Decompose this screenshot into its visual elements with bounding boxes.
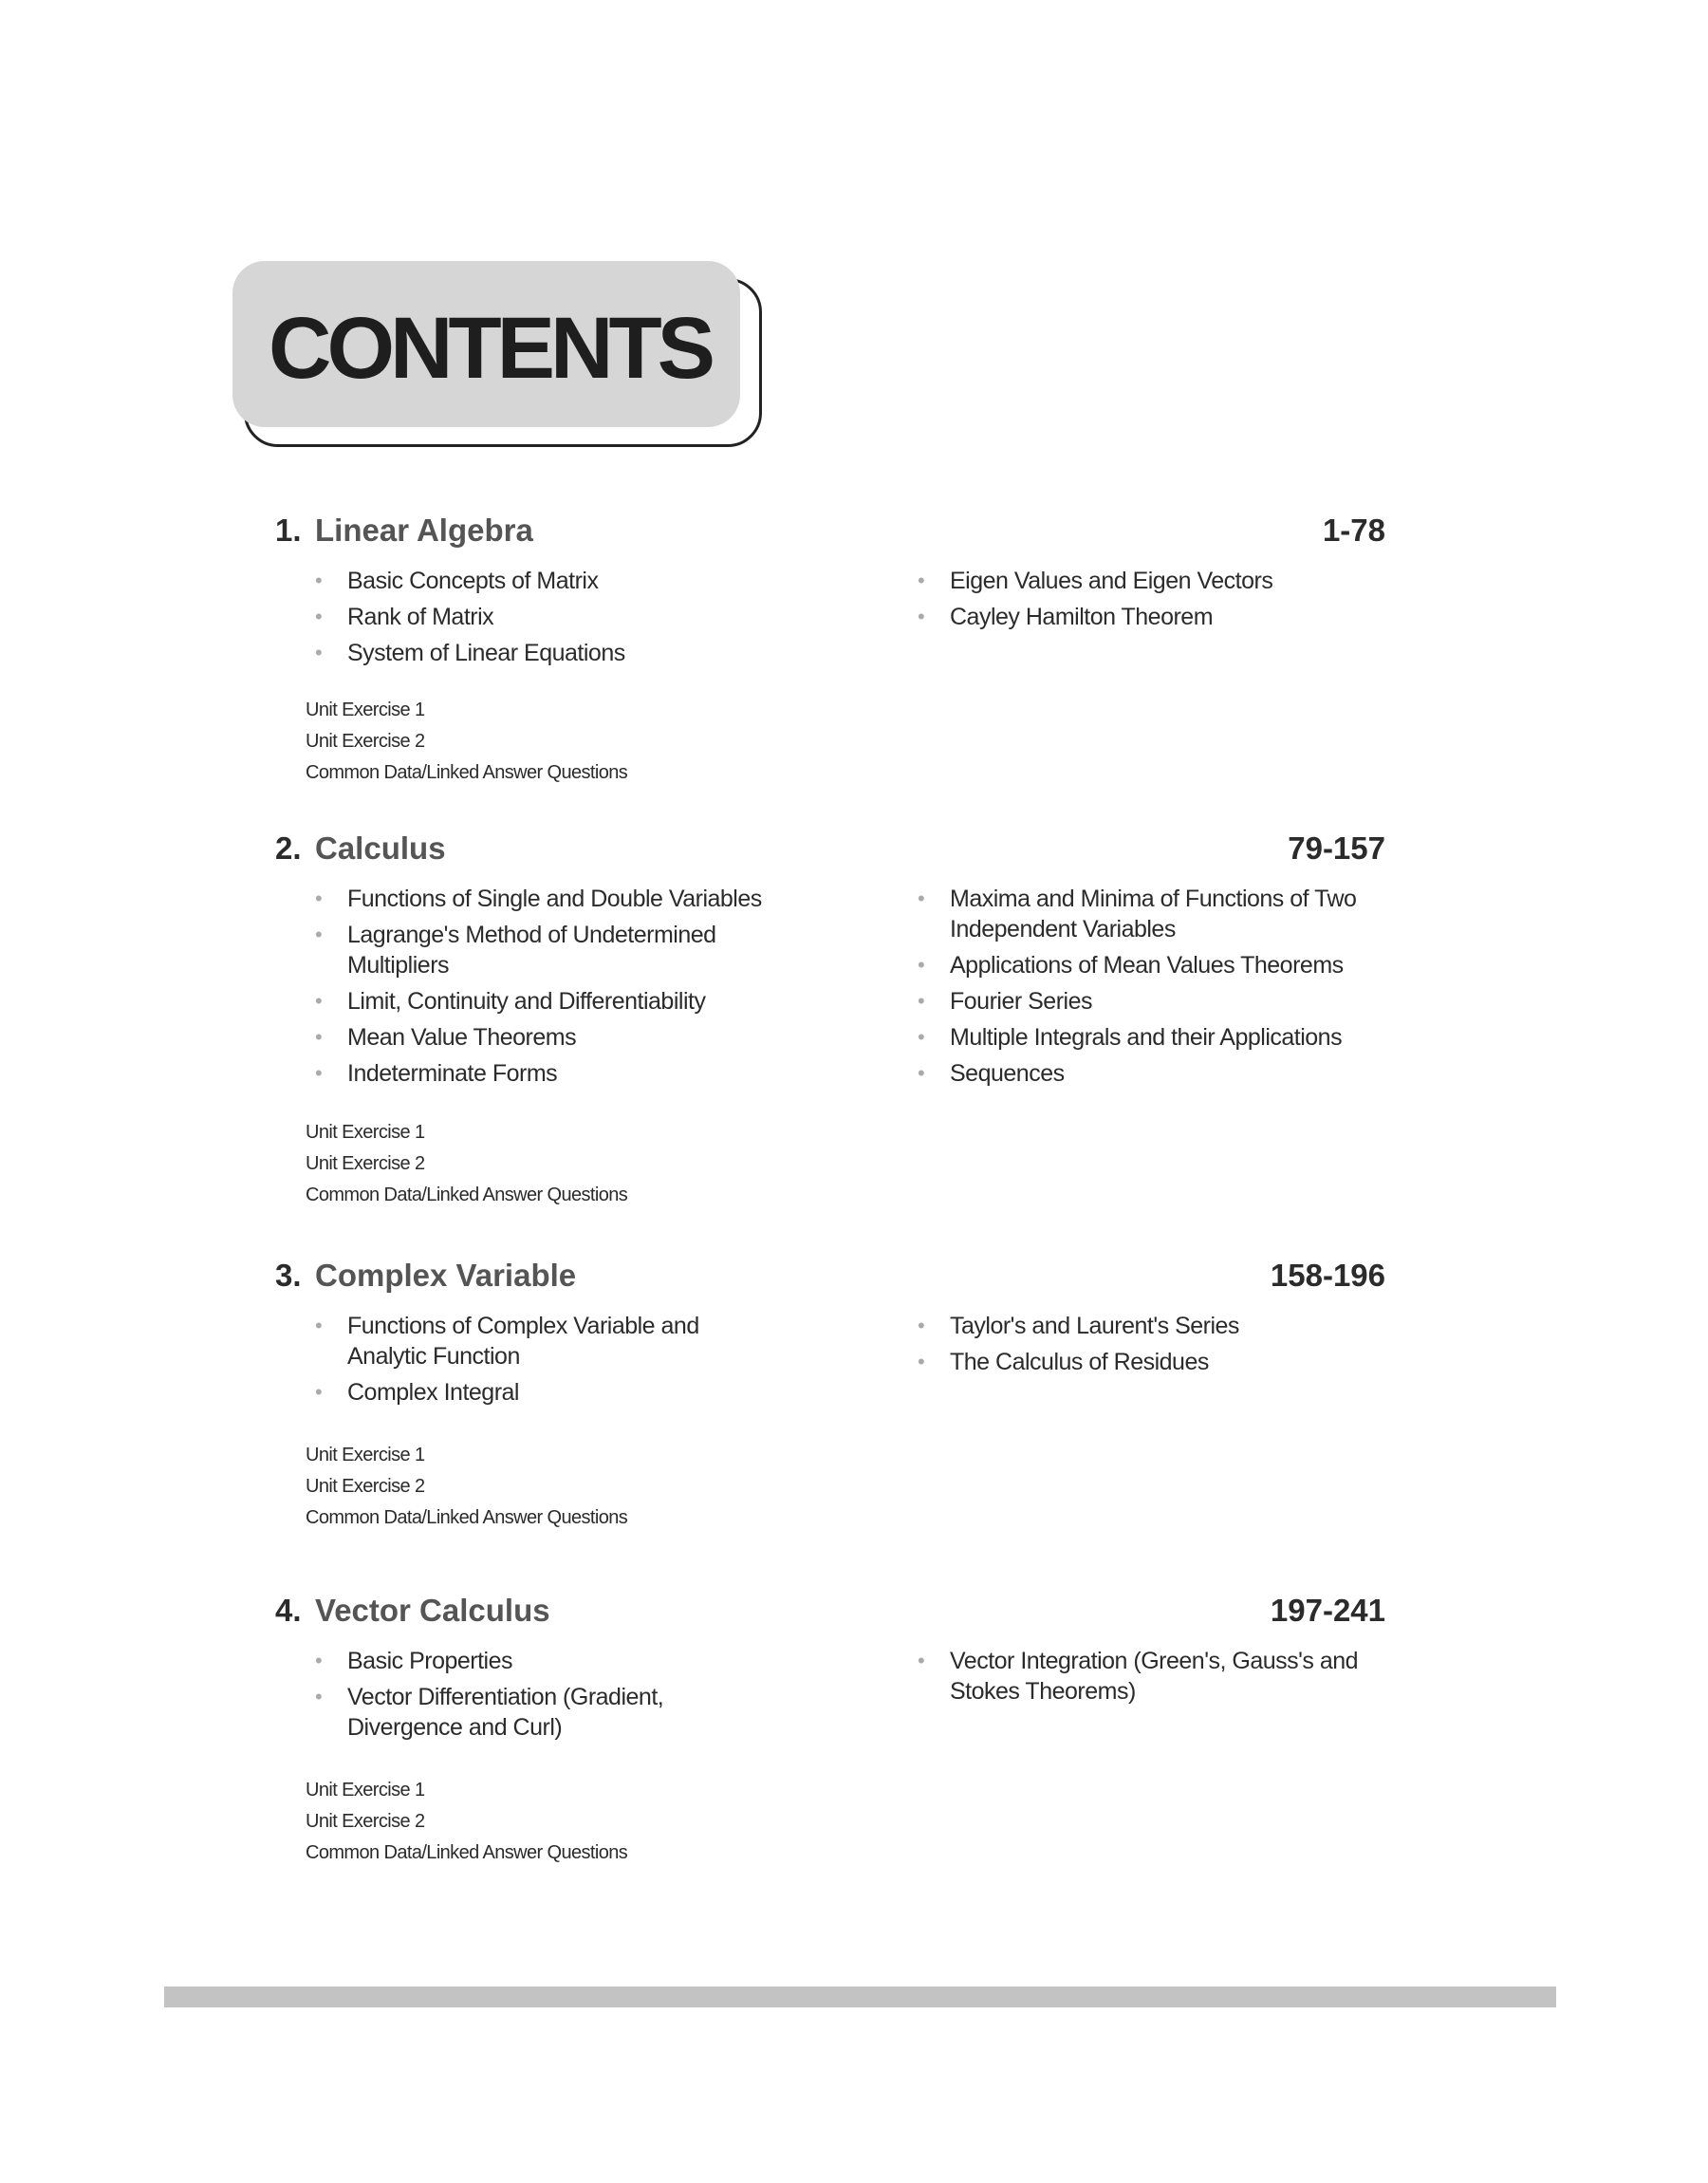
exercise-item: Unit Exercise 2 <box>306 1476 425 1497</box>
chapter-page-range: 158-196 <box>1270 1258 1385 1293</box>
contents-heading-tab <box>232 261 764 446</box>
exercise-item: Common Data/Linked Answer Questions <box>306 762 628 783</box>
bullet-icon: • <box>918 569 925 592</box>
chapter-number: 2. <box>275 830 302 866</box>
topic-item: • Vector Differentiation (Gradient, Divergence and Curl) <box>315 1684 664 1741</box>
chapter-title[interactable]: Linear Algebra <box>315 513 533 548</box>
topic-item: • Basic Concepts of Matrix <box>315 568 599 594</box>
topic-item: • Sequences <box>918 1060 1065 1087</box>
left-topic-column <box>313 1646 788 1748</box>
bullet-icon: • <box>315 1314 323 1337</box>
topic-item: • Functions of Single and Double Variables <box>315 886 762 912</box>
exercise-item: Unit Exercise 2 <box>306 1811 425 1832</box>
chapter-1 <box>275 513 1385 783</box>
exercise-item: Common Data/Linked Answer Questions <box>306 1507 628 1528</box>
bullet-icon: • <box>315 605 323 628</box>
chapter-number: 1. <box>275 513 302 548</box>
right-topic-column <box>916 566 1390 638</box>
bullet-icon: • <box>918 953 925 977</box>
topic-item: • Functions of Complex Variable and Analytic Function <box>315 1313 699 1370</box>
exercise-list <box>306 1117 627 1211</box>
bullet-icon: • <box>918 1025 925 1049</box>
exercise-item: Unit Exercise 1 <box>306 1445 425 1465</box>
left-topic-column <box>313 566 788 674</box>
topic-item: • Fourier Series <box>918 988 1092 1015</box>
bullet-icon: • <box>315 989 323 1013</box>
topic-item: • Rank of Matrix <box>315 604 494 630</box>
topic-item: • Multiple Integrals and their Applications <box>918 1024 1343 1051</box>
topic-item: • System of Linear Equations <box>315 640 625 666</box>
topic-item: • Cayley Hamilton Theorem <box>918 604 1214 630</box>
bullet-icon: • <box>918 886 925 910</box>
topic-item: • Applications of Mean Values Theorems <box>918 952 1344 979</box>
chapter-number: 4. <box>275 1593 302 1628</box>
exercise-list <box>306 1775 627 1869</box>
bullet-icon: • <box>315 1025 323 1049</box>
bullet-icon: • <box>315 923 323 946</box>
exercise-item: Common Data/Linked Answer Questions <box>306 1842 628 1863</box>
chapter-heading <box>275 513 1385 566</box>
chapter-title[interactable]: Complex Variable <box>315 1258 577 1293</box>
right-topic-column <box>916 1646 1390 1712</box>
chapter-3 <box>275 1258 1385 1528</box>
exercise-list <box>306 695 627 789</box>
chapter-page-range: 79-157 <box>1288 830 1385 866</box>
bullet-icon: • <box>918 989 925 1013</box>
chapter-2 <box>275 830 1385 1205</box>
bullet-icon: • <box>315 569 323 592</box>
bullet-icon: • <box>918 1061 925 1085</box>
chapter-title[interactable]: Vector Calculus <box>315 1593 550 1628</box>
bullet-icon: • <box>315 1685 323 1708</box>
exercise-item: Unit Exercise 1 <box>306 1122 425 1143</box>
topic-item: • Limit, Continuity and Differentiability <box>315 988 706 1015</box>
chapter-page-range: 1-78 <box>1322 513 1385 548</box>
topic-item: • Complex Integral <box>315 1379 519 1406</box>
chapter-title[interactable]: Calculus <box>315 830 446 866</box>
chapter-page-range: 197-241 <box>1270 1593 1385 1628</box>
topic-item: • Lagrange's Method of Undetermined Multipliers <box>315 922 716 979</box>
chapter-heading <box>275 1593 1385 1646</box>
topic-item: • Mean Value Theorems <box>315 1024 577 1051</box>
right-topic-column <box>916 1311 1390 1383</box>
bullet-icon: • <box>315 1380 323 1404</box>
topic-item: • Taylor's and Laurent's Series <box>918 1313 1239 1339</box>
topic-item: • Basic Properties <box>315 1648 513 1674</box>
bullet-icon: • <box>918 1314 925 1337</box>
exercise-item: Unit Exercise 1 <box>306 700 425 720</box>
topic-item: • The Calculus of Residues <box>918 1349 1209 1375</box>
exercise-item: Unit Exercise 2 <box>306 731 425 752</box>
left-topic-column <box>313 1311 788 1413</box>
chapter-number: 3. <box>275 1258 302 1293</box>
bullet-icon: • <box>315 641 323 664</box>
chapter-4 <box>275 1593 1385 1863</box>
bullet-icon: • <box>315 1061 323 1085</box>
bullet-icon: • <box>918 1350 925 1373</box>
footer-divider <box>164 1987 1556 2007</box>
bullet-icon: • <box>315 1649 323 1672</box>
bullet-icon: • <box>315 886 323 910</box>
exercise-list <box>306 1440 627 1534</box>
page-title: CONTENTS <box>269 300 711 397</box>
topic-item: • Indeterminate Forms <box>315 1060 558 1087</box>
topic-item: • Eigen Values and Eigen Vectors <box>918 568 1273 594</box>
chapter-heading <box>275 830 1385 884</box>
bullet-icon: • <box>918 1649 925 1672</box>
exercise-item: Common Data/Linked Answer Questions <box>306 1185 628 1205</box>
chapter-heading <box>275 1258 1385 1311</box>
exercise-item: Unit Exercise 2 <box>306 1153 425 1174</box>
bullet-icon: • <box>918 605 925 628</box>
exercise-item: Unit Exercise 1 <box>306 1780 425 1801</box>
topic-item: • Maxima and Minima of Functions of Two Independent Variables <box>918 886 1357 942</box>
right-topic-column <box>916 884 1390 1094</box>
left-topic-column <box>313 884 788 1094</box>
topic-item: • Vector Integration (Green's, Gauss's and Stokes Theorems) <box>918 1648 1359 1705</box>
